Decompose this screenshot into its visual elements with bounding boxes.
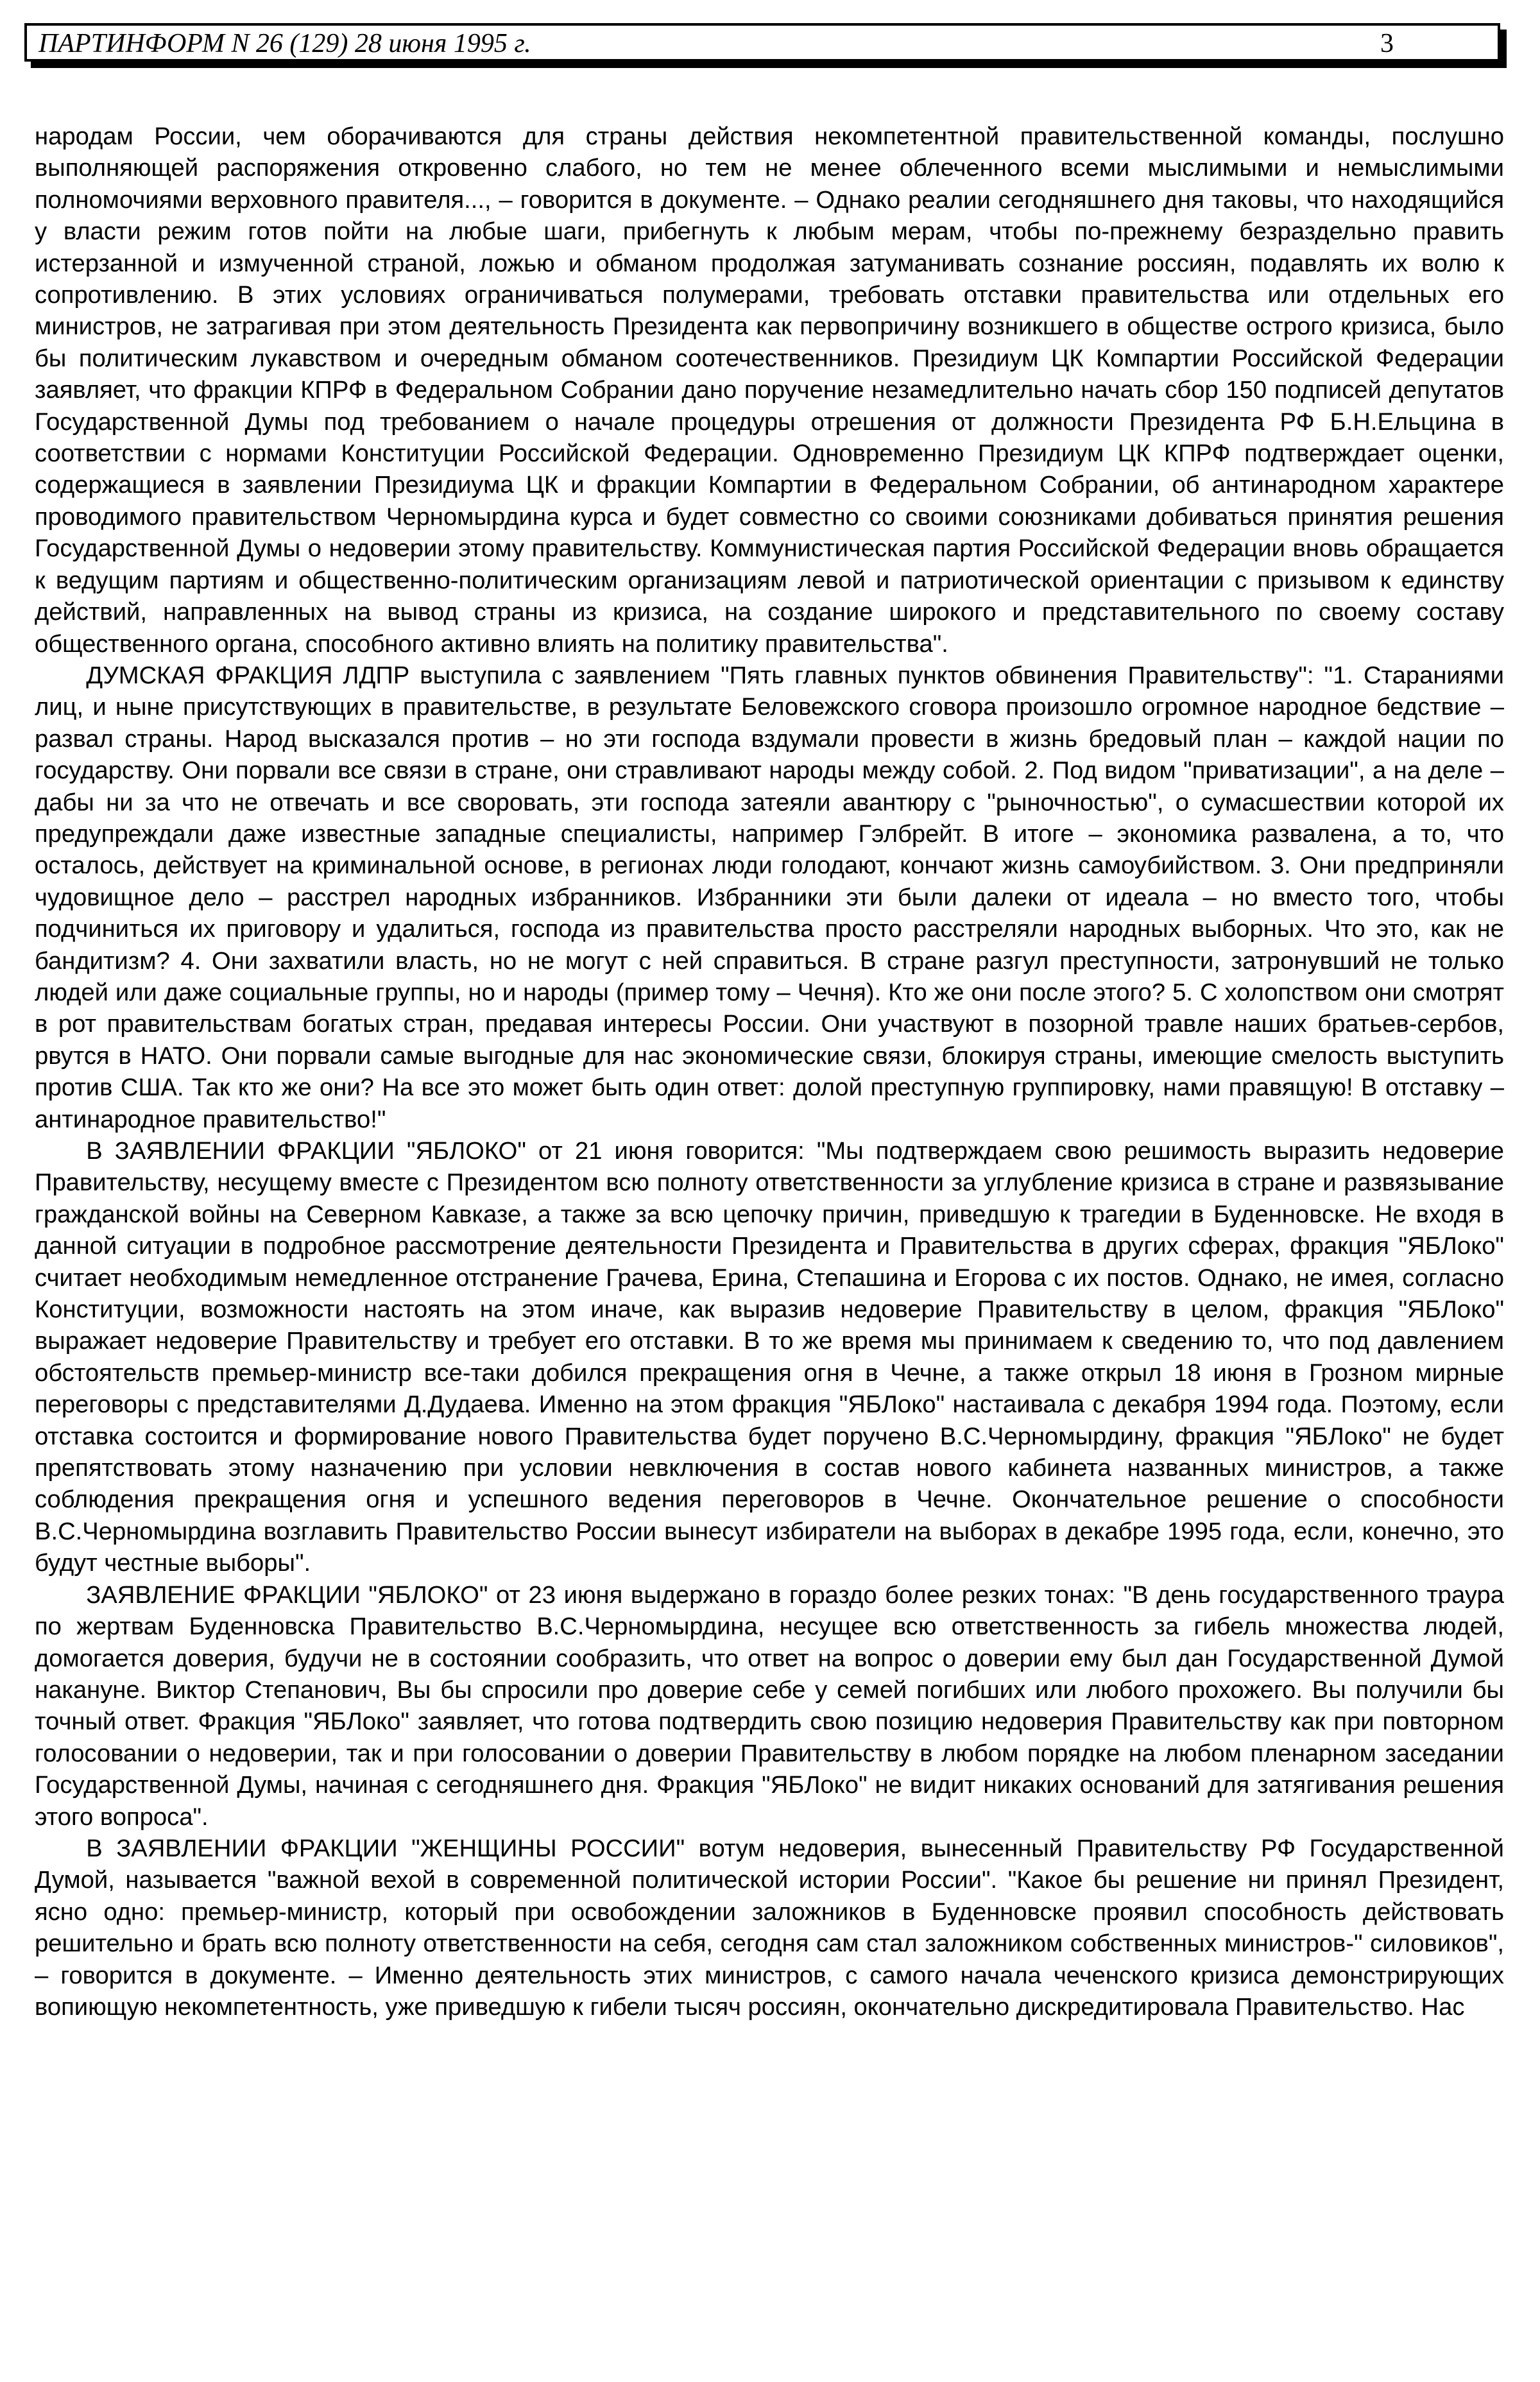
page-number: 3 [1380, 29, 1394, 58]
publication-title: ПАРТИНФОРМ N 26 (129) 28 июня 1995 г. [38, 29, 531, 58]
paragraph-women-of-russia: В ЗАЯВЛЕНИИ ФРАКЦИИ "ЖЕНЩИНЫ РОССИИ" вотум недоверия, вынесенный Правительству РФ Государственной Думой, называется "важной вехой в современной политической истории России". "Какое бы решение ни принял Президент, ясно одно: премьер-министр, который при освобождении заложников в Буденновске проявил способность действовать решительно и брать всю полноту ответственности на себя, сегодня сам стал заложником собственных министров-" силовиков", – говорится в документе. – Именно деятельность этих министров, с самого начала чеченского кризиса демонстрирующих вопиющую некомпетентность, уже приведшую к гибели тысяч россиян, окончательно дискредитировала Правительство. Нас [35, 1834, 1504, 2021]
page-header [24, 23, 1500, 62]
paragraph-yabloko-june-23: ЗАЯВЛЕНИЕ ФРАКЦИИ "ЯБЛОКО" от 23 июня выдержано в гораздо более резких тонах: "В день государственного траура по жертвам Буденновска Правительство В.С.Черномырдина, несущее всю ответственность за гибель множества людей, домогается доверия, будучи не в состоянии сообразить, что ответ на вопрос о доверии ему был дан Государственной Думой накануне. Виктор Степанович, Вы бы спросили про доверие себе у семей погибших или любого прохожего. Вы получили бы точный ответ. Фракция "ЯБЛоко" заявляет, что готова подтвердить свою позицию недоверия Правительству как при повторном голосовании о недоверии, так и при голосовании о доверии Правительству в любом порядке на любом пленарном заседании Государственной Думы, начиная с сегодняшнего дня. Фракция "ЯБЛоко" не видит никаких оснований для затягивания решения этого вопроса". [35, 1581, 1504, 1831]
paragraph-kprf-statement: народам России, чем оборачиваются для страны действия некомпетентной правительственной команды, послушно выполняющей распоряжения откровенно слабого, но тем не менее облеченного всеми мыслимыми и немыслимыми полномочиями верховного правителя..., – говорится в документе. – Однако реалии сегодняшнего дня таковы, что находящийся у власти режим готов пойти на любые шаги, прибегнуть к любым мерам, чтобы по-прежнему безраздельно править истерзанной и измученной страной, ложью и обманом продолжая затуманивать сознание россиян, подавлять их волю к сопротивлению. В этих условиях ограничиваться полумерами, требовать отставки правительства или отдельных его министров, не затрагивая при этом деятельность Президента как первопричину возникшего в обществе острого кризиса, было бы политическим лукавством и очередным обманом соотечественников. Президиум ЦК Компартии Российской Федерации заявляет, что фракции КПРФ в Федеральном Собрании дано поручение незамедлительно начать сбор 150 подписей депутатов Государственной Думы под требованием о начале процедуры отрешения от должности Президента РФ Б.Н.Ельцина в соответствии с нормами Конституции Российской Федерации. Одновременно Президиум ЦК КПРФ подтверждает оценки, содержащиеся в заявлении Президиума ЦК и фракции Компартии в Федеральном Собрании, об антинародном характере проводимого правительством Черномырдина курса и будет совместно со своими союзниками добиваться принятия решения Государственной Думы о недоверии этому правительству. Коммунистическая партия Российской Федерации вновь обращается к ведущим партиям и общественно-политическим организациям левой и патриотической ориентации с призывом к единству действий, направленных на вывод страны из кризиса, на создание широкого и представительного по своему составу общественного органа, способного активно влиять на политику правительства". [35, 123, 1504, 658]
article-body [35, 121, 1504, 2023]
paragraph-ldpr-statement: ДУМСКАЯ ФРАКЦИЯ ЛДПР выступила с заявлением "Пять главных пунктов обвинения Правительству": "1. Стараниями лиц, и ныне присутствующих в правительстве, в результате Беловежского сговора произошло огромное народное бедствие – развал страны. Народ высказался против – но эти господа вздумали провести в жизнь бредовый план – каждой нации по государству. Они порвали все связи в стране, они стравливают народы между собой. 2. Под видом "приватизации", а на деле – дабы ни за что не отвечать и все своровать, эти господа затеяли авантюру с "рыночностью", о сумасшествии которой их предупреждали даже известные западные специалисты, например Гэлбрейт. В итоге – экономика развалена, а то, что осталось, действует на криминальной основе, в регионах люди голодают, кончают жизнь самоубийством. 3. Они предприняли чудовищное дело – расстрел народных избранников. Избранники эти были далеки от идеала – но вместо того, чтобы подчиниться их приговору и удалиться, господа из правительства просто расстреляли народных выборных. Что это, как не бандитизм? 4. Они захватили власть, но не могут с ней справиться. В стране разгул преступности, затронувший не только людей или даже социальные группы, но и народы (пример тому – Чечня). Кто же они после этого? 5. С холопством они смотрят в рот правительствам богатых стран, предавая интересы России. Они участвуют в позорной травле наших братьев-сербов, рвутся в НАТО. Они порвали самые выгодные для нас экономические связи, блокируя страны, имеющие смелость выступить против США. Так кто же они? На все это может быть один ответ: долой преступную группировку, нами правящую! В отставку – антинародное правительство!" [35, 661, 1504, 1133]
paragraph-yabloko-june-21: В ЗАЯВЛЕНИИ ФРАКЦИИ "ЯБЛОКО" от 21 июня говорится: "Мы подтверждаем свою решимость выразить недоверие Правительству, несущему вместе с Президентом всю полноту ответственности за углубление кризиса в стране и развязывание гражданской войны на Северном Кавказе, а также за всю цепочку причин, приведшую к трагедии в Буденновске. Не входя в данной ситуации в подробное рассмотрение деятельности Президента и Правительства в других сферах, фракция "ЯБЛоко" считает необходимым немедленное отстранение Грачева, Ерина, Степашина и Егорова с их постов. Однако, не имея, согласно Конституции, возможности настоять на этом иначе, как выразив недоверие Правительству в целом, фракция "ЯБЛоко" выражает недоверие Правительству и требует его отставки. В то же время мы принимаем к сведению то, что под давлением обстоятельств премьер-министр все-таки добился прекращения огня в Чечне, а также открыл 18 июня в Грозном мирные переговоры с представителями Д.Дудаева. Именно на этом фракция "ЯБЛоко" настаивала с декабря 1994 года. Поэтому, если отставка состоится и формирование нового Правительства будет поручено В.С.Черномырдину, фракция "ЯБЛоко" не будет препятствовать этому назначению при условии невключения в состав нового кабинета названных министров, а также соблюдения прекращения огня и успешного ведения переговоров в Чечне. Окончательное решение о способности В.С.Черномырдина возглавить Правительство России вынесут избиратели на выборах в декабре 1995 года, если, конечно, это будут честные выборы". [35, 1137, 1504, 1577]
